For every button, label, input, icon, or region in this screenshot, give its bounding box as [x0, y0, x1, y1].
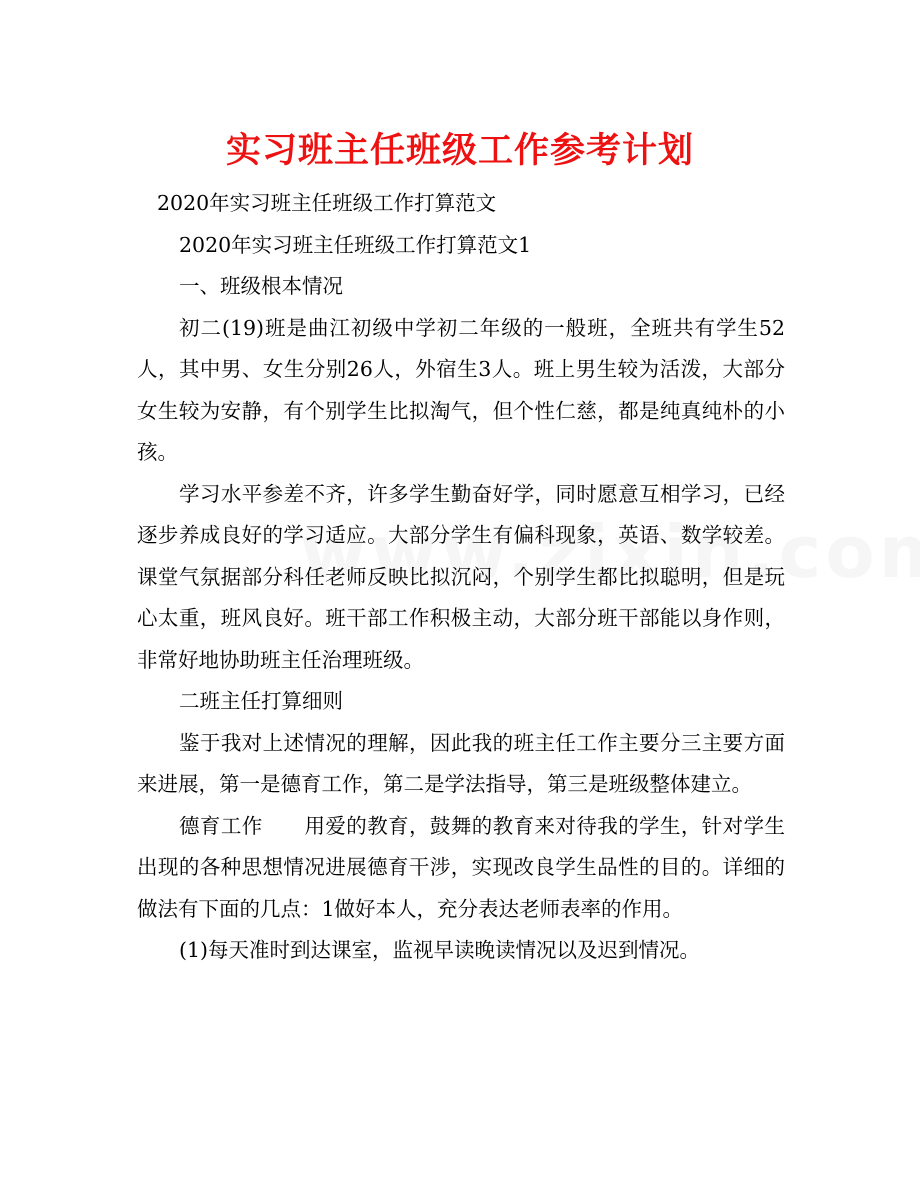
paragraph-item-1: (1)每天准时到达课室，监视早读晚读情况以及迟到情况。 [179, 938, 701, 962]
paragraph-learning-level: 学习水平参差不齐，许多学生勤奋好学，同时愿意互相学习，已经逐步养成良好的学习适应。大部分学生有偏科现象，英语、数学较差。课堂气氛据部分科任老师反映比拟沉闷，个别学生都比拟聪明，但是玩心太重，班风良好。班干部工作积极主动，大部分班干部能以身作则，非常好地协助班主任治理班级。 [137, 481, 785, 672]
paragraph-section-heading: 2020年实习班主任班级工作打算范文1 [179, 232, 532, 257]
paragraph-heading-plan-details: 二班主任打算细则 [179, 689, 343, 713]
document-title: 实习班主任班级工作参考计划 [225, 131, 694, 171]
paragraph-subtitle: 2020年实习班主任班级工作打算范文 [157, 191, 497, 215]
paragraph-class-overview: 初二(19)班是曲江初级中学初二年级的一般班，全班共有学生52人，其中男、女生分别26人，外宿生3人。班上男生较为活泼，大部分女生较为安静，有个别学生比拟淘气，但个性仁慈，都是纯真纯朴的小孩。 [137, 315, 785, 464]
paragraph-work-focus: 鉴于我对上述情况的理解，因此我的班主任工作主要分三主要方面来进展，第一是德育工作，第二是学法指导，第三是班级整体建立。 [137, 730, 785, 796]
paragraph-heading-class-situation: 一、班级根本情况 [179, 274, 343, 298]
document-body [137, 183, 785, 972]
paragraph-moral-education: 德育工作 用爱的教育，鼓舞的教育来对待我的学生，针对学生出现的各种思想情况进展德育干涉，实现改良学生品性的目的。详细的做法有下面的几点：1做好本人，充分表达老师表率的作用。 [137, 813, 785, 921]
